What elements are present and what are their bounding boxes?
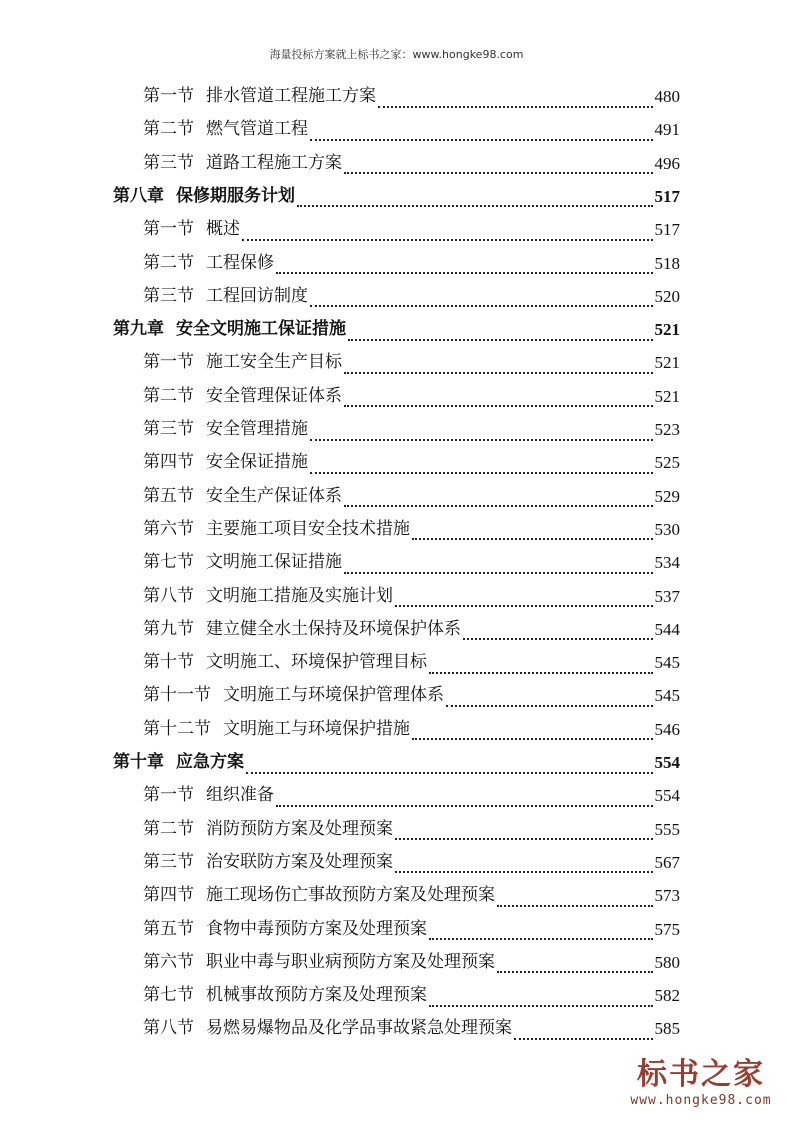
toc-dot-leader <box>297 191 653 207</box>
toc-entry-label <box>143 247 274 280</box>
toc-entry-title: 建立健全水土保持及环境保护体系 <box>206 618 461 639</box>
toc-entry-number: 第三节 <box>143 851 194 872</box>
toc-page-number: 555 <box>654 819 680 839</box>
toc-page-number: 523 <box>654 420 680 439</box>
toc-entry-number: 第九节 <box>143 618 194 639</box>
toc-entry-label <box>143 646 427 679</box>
toc-section-entry[interactable] <box>143 946 680 979</box>
toc-entry-label <box>143 113 308 146</box>
toc-entry-number: 第十节 <box>143 652 194 673</box>
toc-section-entry[interactable] <box>143 646 680 679</box>
toc-section-entry[interactable] <box>143 346 680 379</box>
toc-page-number: 520 <box>654 286 680 306</box>
toc-page-number: 585 <box>654 1019 680 1039</box>
toc-entry-title: 食物中毒预防方案及处理预案 <box>206 918 427 939</box>
toc-entry-number: 第二节 <box>143 252 194 273</box>
toc-section-entry[interactable] <box>143 546 680 579</box>
toc-entry-number: 第十章 <box>113 752 164 772</box>
toc-entry-title: 道路工程施工方案 <box>206 152 342 173</box>
toc-entry-title: 工程回访制度 <box>206 285 308 306</box>
toc-entry-label <box>143 147 342 180</box>
toc-page-number: 554 <box>654 786 680 806</box>
toc-entry-number: 第二节 <box>143 385 194 406</box>
toc-entry-number: 第二节 <box>143 119 194 140</box>
toc-dot-leader <box>378 92 653 108</box>
toc-entry-title: 概述 <box>206 219 240 240</box>
toc-entry-number: 第四节 <box>143 885 194 906</box>
toc-page-number: 567 <box>654 852 680 872</box>
toc-entry-label <box>143 913 427 946</box>
toc-entry-number: 第九章 <box>113 319 164 340</box>
toc-page-number: 480 <box>654 87 680 106</box>
toc-entry-label <box>143 413 308 446</box>
toc-section-entry[interactable] <box>143 813 680 846</box>
toc-section-entry[interactable] <box>143 613 680 646</box>
toc-dot-leader <box>395 824 653 840</box>
toc-entry-title: 排水管道工程施工方案 <box>206 86 376 106</box>
toc-entry-number: 第七节 <box>143 552 194 573</box>
toc-entry-title: 治安联防方案及处理预案 <box>206 851 393 872</box>
toc-section-entry[interactable] <box>143 1012 680 1045</box>
toc-entry-number: 第五节 <box>143 485 194 506</box>
toc-entry-title: 易燃易爆物品及化学品事故紧急处理预案 <box>206 1018 512 1039</box>
toc-entry-label <box>143 213 240 246</box>
toc-section-entry[interactable] <box>143 446 680 479</box>
toc-dot-leader <box>497 957 653 973</box>
toc-dot-leader <box>276 258 653 274</box>
toc-entry-title: 保修期服务计划 <box>176 185 295 206</box>
toc-section-entry[interactable] <box>143 413 680 446</box>
toc-entry-label <box>143 1012 512 1045</box>
toc-entry-title: 组织准备 <box>206 785 274 806</box>
toc-dot-leader <box>429 991 653 1007</box>
toc-page-number: 525 <box>654 453 680 473</box>
toc-entry-title: 文明施工措施及实施计划 <box>206 585 393 606</box>
toc-entry-number: 第一节 <box>143 86 194 106</box>
toc-dot-leader <box>344 391 653 407</box>
toc-section-entry[interactable] <box>143 113 680 146</box>
toc-section-entry[interactable] <box>143 879 680 912</box>
toc-dot-leader <box>242 225 653 241</box>
toc-section-entry[interactable] <box>143 247 680 280</box>
toc-entry-title: 机械事故预防方案及处理预案 <box>206 985 427 1006</box>
toc-page-number: 529 <box>654 486 680 506</box>
toc-entry-title: 安全管理措施 <box>206 419 308 439</box>
toc-entry-title: 安全文明施工保证措施 <box>176 319 346 340</box>
toc-page-number: 517 <box>654 220 680 240</box>
toc-entry-number: 第三节 <box>143 419 194 439</box>
toc-entry-number: 第三节 <box>143 152 194 173</box>
toc-dot-leader <box>395 857 653 873</box>
toc-entry-number: 第二节 <box>143 818 194 839</box>
toc-page-number: 496 <box>654 153 680 173</box>
toc-entry-number: 第六节 <box>143 951 194 972</box>
toc-page-number: 521 <box>654 353 680 373</box>
toc-entry-title: 文明施工、环境保护管理目标 <box>206 652 427 673</box>
toc-section-entry[interactable] <box>143 580 680 613</box>
toc-entry-label <box>143 480 342 513</box>
toc-section-entry[interactable] <box>143 80 680 113</box>
toc-page-number: 521 <box>654 386 680 406</box>
toc-entry-title: 应急方案 <box>176 752 244 772</box>
toc-entry-number: 第七节 <box>143 985 194 1006</box>
toc-section-entry[interactable] <box>143 846 680 879</box>
toc-entry-number: 第六节 <box>143 518 194 539</box>
toc-entry-label <box>143 713 410 746</box>
toc-entry-label <box>143 446 308 479</box>
logo-brand-text: 标书之家 <box>637 1057 765 1092</box>
toc-entry-number: 第一节 <box>143 219 194 240</box>
toc-dot-leader <box>348 325 653 341</box>
toc-section-entry[interactable] <box>143 213 680 246</box>
toc-entry-title: 文明施工与环境保护措施 <box>223 718 410 739</box>
toc-section-entry[interactable] <box>143 513 680 546</box>
toc-entry-number: 第三节 <box>143 285 194 306</box>
toc-section-entry[interactable] <box>143 779 680 812</box>
toc-page-number: 554 <box>654 753 680 772</box>
toc-entry-label <box>143 346 342 379</box>
toc-entry-label <box>143 779 274 812</box>
logo-url: www.hongke98.com <box>630 1093 772 1108</box>
toc-entry-title: 文明施工与环境保护管理体系 <box>223 685 444 706</box>
toc-chapter-entry[interactable] <box>113 313 680 346</box>
toc-chapter-entry[interactable] <box>113 746 680 779</box>
toc-section-entry[interactable] <box>143 380 680 413</box>
toc-page-number: 573 <box>654 886 680 906</box>
toc-entry-label <box>113 313 346 346</box>
toc-entry-label <box>143 613 461 646</box>
toc-page-number: 518 <box>654 253 680 273</box>
toc-page-number: 545 <box>654 653 680 673</box>
toc-dot-leader <box>344 558 653 574</box>
page-header: 海量投标方案就上标书之家：www.hongke98.com <box>269 48 524 61</box>
toc-entry-label <box>143 846 393 879</box>
toc-entry-label <box>143 380 342 413</box>
toc-entry-number: 第一节 <box>143 785 194 806</box>
toc-entry-number: 第十二节 <box>143 718 211 739</box>
toc-entry-title: 主要施工项目安全技术措施 <box>206 518 410 539</box>
toc-entry-number: 第八节 <box>143 585 194 606</box>
toc-entry-title: 施工现场伤亡事故预防方案及处理预案 <box>206 885 495 906</box>
toc-entry-label <box>143 813 393 846</box>
toc-dot-leader <box>344 491 653 507</box>
toc-chapter-entry[interactable] <box>113 180 680 213</box>
toc-dot-leader <box>429 658 653 674</box>
toc-entry-label <box>143 679 444 712</box>
toc-page-number: 534 <box>654 553 680 573</box>
toc-entry-title: 工程保修 <box>206 252 274 273</box>
toc-entry-title: 安全生产保证体系 <box>206 485 342 506</box>
toc-page-number: 521 <box>654 320 680 340</box>
toc-entry-label <box>143 979 427 1012</box>
toc-entry-title: 安全管理保证体系 <box>206 385 342 406</box>
toc-dot-leader <box>514 1024 653 1040</box>
toc-page-number: 530 <box>654 519 680 539</box>
toc-page-number: 546 <box>654 719 680 739</box>
toc-entry-number: 第四节 <box>143 452 194 473</box>
toc-dot-leader <box>310 125 653 141</box>
toc-entry-title: 施工安全生产目标 <box>206 352 342 373</box>
toc-entry-number: 第五节 <box>143 918 194 939</box>
toc-dot-leader <box>412 524 653 540</box>
toc-entry-title: 安全保证措施 <box>206 452 308 473</box>
toc-dot-leader <box>246 758 653 774</box>
toc-page-number: 537 <box>654 586 680 606</box>
brand-logo <box>621 1057 781 1108</box>
toc-entry-title: 消防预防方案及处理预案 <box>206 818 393 839</box>
toc-entry-label <box>143 580 393 613</box>
toc-entry-number: 第八章 <box>113 185 164 206</box>
toc-entry-label <box>143 280 308 313</box>
toc-entry-label <box>113 746 244 779</box>
toc-entry-label <box>113 180 295 213</box>
toc-section-entry[interactable] <box>143 713 680 746</box>
toc-page-number: 545 <box>654 686 680 706</box>
toc-page-number: 517 <box>654 186 680 206</box>
toc-dot-leader <box>446 691 653 707</box>
toc-entry-title: 职业中毒与职业病预防方案及处理预案 <box>206 951 495 972</box>
toc-section-entry[interactable] <box>143 480 680 513</box>
toc-page-number: 491 <box>654 120 680 140</box>
toc-entry-number: 第一节 <box>143 352 194 373</box>
toc-dot-leader <box>429 924 653 940</box>
toc-section-entry[interactable] <box>143 979 680 1012</box>
toc-dot-leader <box>463 624 653 640</box>
toc-page-number: 580 <box>654 952 680 972</box>
toc-entry-number: 第十一节 <box>143 685 211 706</box>
toc-dot-leader <box>310 425 653 441</box>
toc-entry-label <box>143 879 495 912</box>
toc-dot-leader <box>344 358 653 374</box>
toc-dot-leader <box>395 591 653 607</box>
toc-page-number: 544 <box>654 619 680 639</box>
toc-section-entry[interactable] <box>143 679 680 712</box>
toc-entry-label <box>143 513 410 546</box>
toc-entry-label <box>143 546 342 579</box>
toc-page-number: 575 <box>654 919 680 939</box>
toc-section-entry[interactable] <box>143 147 680 180</box>
toc-entry-number: 第八节 <box>143 1018 194 1039</box>
toc-dot-leader <box>276 791 653 807</box>
toc-section-entry[interactable] <box>143 913 680 946</box>
toc-entry-title: 文明施工保证措施 <box>206 552 342 573</box>
toc-dot-leader <box>310 458 653 474</box>
toc-page-number: 582 <box>654 986 680 1006</box>
toc-dot-leader <box>310 291 653 307</box>
toc-entry-label <box>143 946 495 979</box>
toc-section-entry[interactable] <box>143 280 680 313</box>
toc-dot-leader <box>497 891 653 907</box>
toc-entry-title: 燃气管道工程 <box>206 119 308 140</box>
toc-entry-label <box>143 80 376 113</box>
toc-dot-leader <box>344 158 653 174</box>
toc-dot-leader <box>412 724 653 740</box>
